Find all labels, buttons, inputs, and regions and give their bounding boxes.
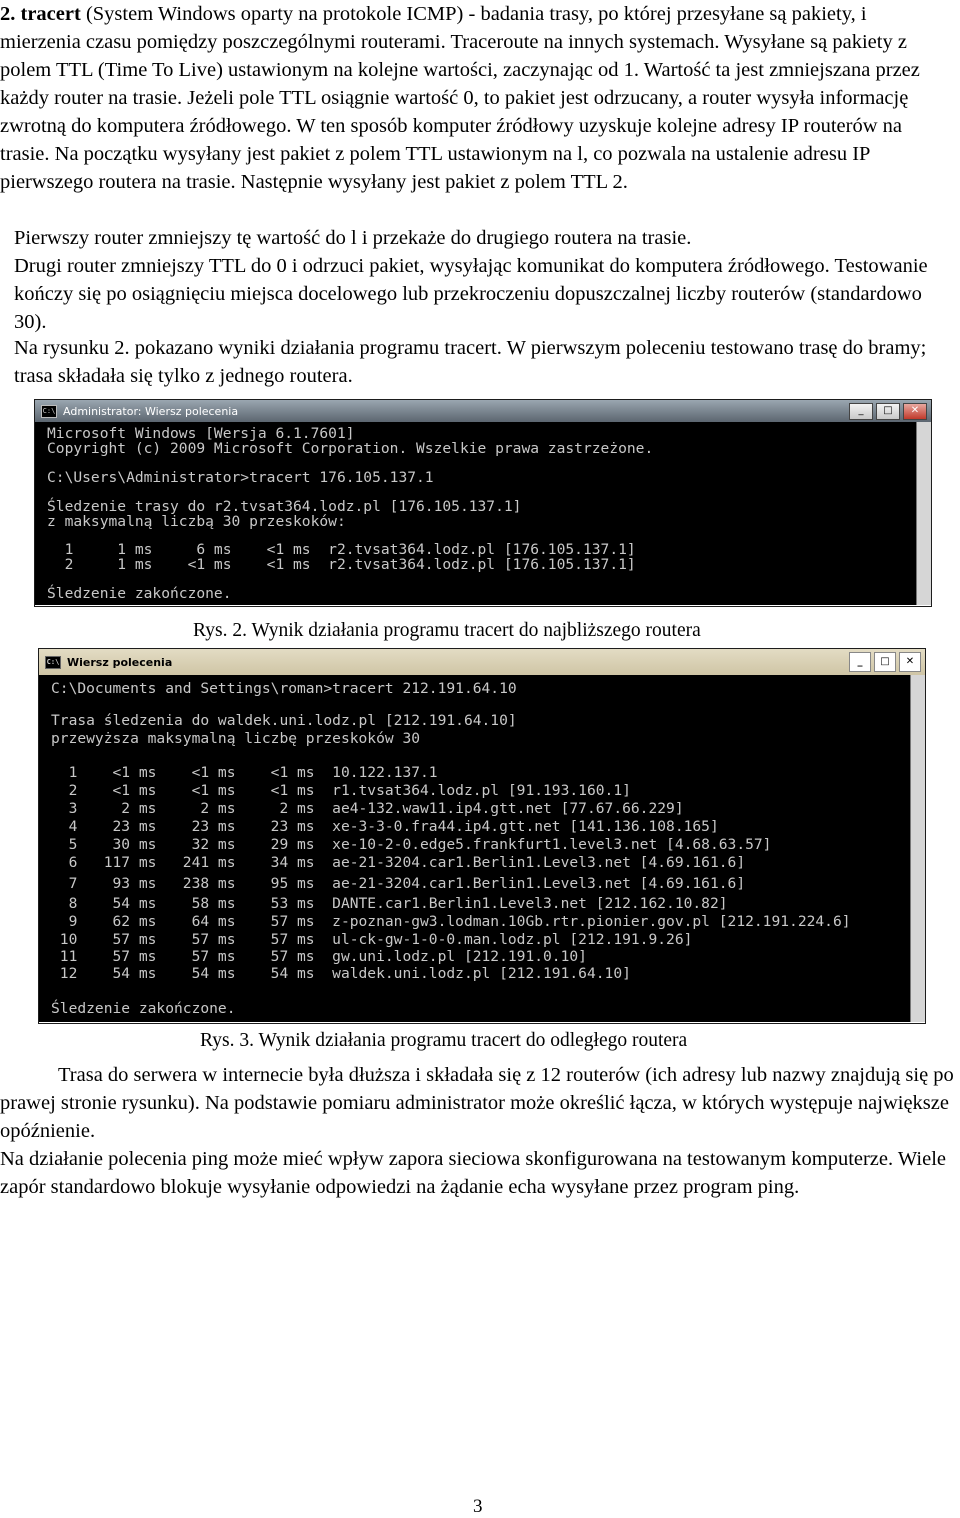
- paragraph-firewall: Na działanie polecenia ping może mieć wpływ zapora sieciowa skonfigurowana na testowanym komputerze. Wiele zapór standardowo blokuje wysyłanie odpowiedzi na żądanie echa wysyłane przez program ping.: [0, 1148, 947, 1198]
- console-line: 9 62 ms 64 ms 57 ms z-poznan-gw3.lodman.10Gb.rtr.pionier.gov.pl [212.191.224.6]: [51, 913, 851, 930]
- console-line: Śledzenie zakończone.: [51, 1000, 236, 1017]
- paragraph-second-router: Drugi router zmniejszy TTL do 0 i odrzuci pakiet, wysyłając komunikat do komputera źródłowego. Testowanie kończy się po osiągnięciu miejsca docelowego lub przekroczeniu dopuszczalnej liczby routerów (standardowo 30).: [14, 255, 928, 333]
- console-line: 10 57 ms 57 ms 57 ms ul-ck-gw-1-0-0.man.lodz.pl [212.191.9.26]: [51, 931, 693, 948]
- console-line: C:\Users\Administrator>tracert 176.105.137.1: [47, 469, 434, 486]
- console-line: 6 117 ms 241 ms 34 ms ae-21-3204.car1.Berlin1.Level3.net [4.69.161.6]: [51, 854, 746, 871]
- console-line: 5 30 ms 32 ms 29 ms xe-10-2-0.edge5.frankfurt1.level3.net [4.68.63.57]: [51, 836, 772, 853]
- console-line: 11 57 ms 57 ms 57 ms gw.uni.lodz.pl [212.191.0.10]: [51, 948, 587, 965]
- close-button[interactable]: ✕: [903, 403, 927, 420]
- window-titlebar[interactable]: [39, 649, 925, 675]
- vertical-scrollbar[interactable]: [910, 675, 925, 1022]
- console-output[interactable]: [35, 422, 931, 605]
- figure-caption-2: Rys. 2. Wynik działania programu tracert do najbliższego routera: [193, 620, 701, 641]
- console-line: C:\Documents and Settings\roman>tracert 212.191.64.10: [51, 680, 517, 697]
- console-window-fig2: [34, 399, 932, 607]
- page-number: 3: [473, 1496, 483, 1517]
- console-line: 1 1 ms 6 ms <1 ms r2.tvsat364.lodz.pl [176.105.137.1]: [47, 541, 636, 558]
- console-line: przewyższa maksymalną liczbę przeskoków 30: [51, 730, 421, 747]
- console-line: 4 23 ms 23 ms 23 ms xe-3-3-0.fra44.ip4.gtt.net [141.136.108.165]: [51, 818, 719, 835]
- paragraph-figure-intro: Na rysunku 2. pokazano wyniki działania programu tracert. W pierwszym poleceniu testowano trasę do bramy; trasa składała się tylko z jednego routera.: [14, 337, 927, 387]
- window-controls: [849, 652, 921, 672]
- vertical-scrollbar[interactable]: [916, 422, 931, 605]
- console-line: 12 54 ms 54 ms 54 ms waldek.uni.lodz.pl [212.191.64.10]: [51, 965, 631, 982]
- command-name: tracert: [20, 3, 81, 25]
- console-line: 2 <1 ms <1 ms <1 ms r1.tvsat364.lodz.pl [91.193.160.1]: [51, 782, 631, 799]
- console-line: Microsoft Windows [Wersja 6.1.7601]: [47, 425, 355, 442]
- maximize-button[interactable]: □: [874, 652, 896, 672]
- console-line: Trasa śledzenia do waldek.uni.lodz.pl [212.191.64.10]: [51, 712, 517, 729]
- cmd-icon: C:\: [41, 405, 57, 418]
- cmd-icon: C:\: [45, 656, 61, 669]
- intro-paragraph: [0, 0, 952, 196]
- minimize-button[interactable]: _: [849, 403, 873, 420]
- figure-caption-3: Rys. 3. Wynik działania programu tracert do odległego routera: [200, 1030, 688, 1051]
- intro-text: (System Windows oparty na protokole ICMP) - badania trasy, po której przesyłane są pakiety, i mierzenia czasu pomiędzy poszczególnymi routerami. Traceroute na innych systemach. Wysyłane są pakiety z polem TTL (Time To Live) ustawionym na kolejne wartości, zaczynając od 1. Wartość ta jest zmniejszana przez każdy router na trasie. Jeżeli pole TTL osiągnie wartość 0, to pakiet jest odrzucany, a router wysyła informację zwrotną do komputera źródłowego. W ten sposób komputer źródłowy uzyskuje kolejne adresy IP routerów na trasie. Na początku wysyłany jest pakiet z polem TTL ustawionym na l, co pozwala na ustalenie adresu IP pierwszego routera na trasie. Następnie wysyłany jest pakiet z polem TTL 2.: [0, 3, 920, 193]
- window-controls: [849, 403, 927, 420]
- console-line: z maksymalną liczbą 30 przeskoków:: [47, 513, 346, 530]
- section-number: 2.: [0, 3, 16, 25]
- console-line: 8 54 ms 58 ms 53 ms DANTE.car1.Berlin1.Level3.net [212.162.10.82]: [51, 895, 728, 912]
- minimize-button[interactable]: _: [849, 652, 871, 672]
- close-button[interactable]: ✕: [899, 652, 921, 672]
- window-title: Administrator: Wiersz polecenia: [63, 404, 239, 418]
- window-title: Wiersz polecenia: [67, 655, 173, 669]
- console-line: 2 1 ms <1 ms <1 ms r2.tvsat364.lodz.pl [176.105.137.1]: [47, 556, 636, 573]
- console-line: 1 <1 ms <1 ms <1 ms 10.122.137.1: [51, 764, 438, 781]
- window-titlebar[interactable]: [35, 400, 931, 422]
- maximize-button[interactable]: □: [876, 403, 900, 420]
- console-output[interactable]: [39, 675, 925, 1022]
- console-window-fig3: [38, 648, 926, 1024]
- paragraph-route-analysis: Trasa do serwera w internecie była dłuższa i składała się z 12 routerów (ich adresy lub nazwy znajdują się po prawej stronie rysunku). Na podstawie pomiaru administrator może określić łącza, w których występuje największe opóźnienie.: [0, 1064, 954, 1142]
- console-line: 7 93 ms 238 ms 95 ms ae-21-3204.car1.Berlin1.Level3.net [4.69.161.6]: [51, 875, 746, 892]
- console-line: 3 2 ms 2 ms 2 ms ae4-132.waw11.ip4.gtt.net [77.67.66.229]: [51, 800, 684, 817]
- console-line: Copyright (c) 2009 Microsoft Corporation. Wszelkie prawa zastrzeżone.: [47, 440, 654, 457]
- console-line: Śledzenie trasy do r2.tvsat364.lodz.pl [176.105.137.1]: [47, 498, 522, 515]
- console-line: Śledzenie zakończone.: [47, 585, 232, 602]
- paragraph-first-router: Pierwszy router zmniejszy tę wartość do l i przekaże do drugiego routera na trasie.: [14, 227, 692, 249]
